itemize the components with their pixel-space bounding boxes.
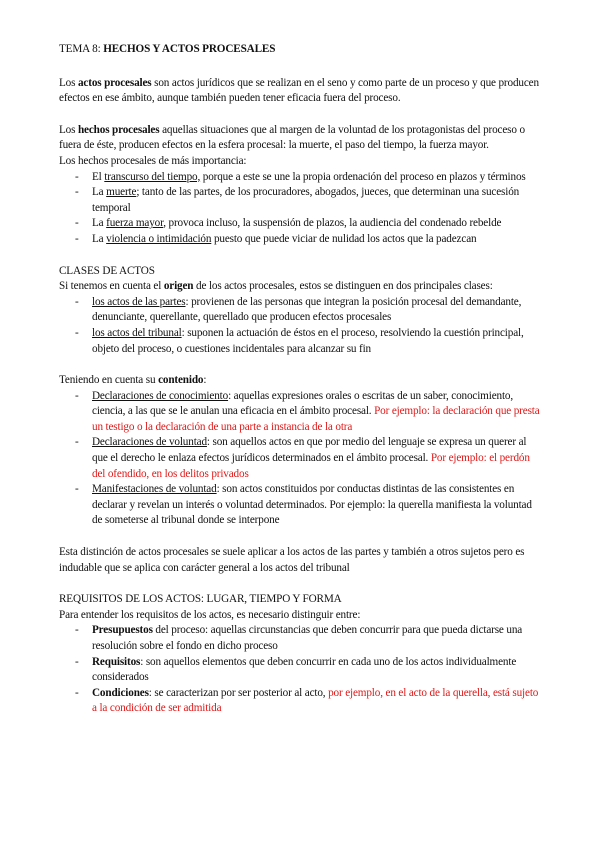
list-item: - Presupuestos del proceso: aquellas circunstancias que deben concurrir para que pueda dictarse una resolución sobre el fondo en dicho proceso <box>92 623 542 654</box>
list-item: - El transcurso del tiempo, porque a este se une la propia ordenación del proceso en plazos y términos <box>92 170 542 186</box>
list-item: - Requisitos: son aquellos elementos que deben concurrir en cada uno de los actos individualmente considerados <box>92 655 542 686</box>
contenido-intro: Teniendo en cuenta su contenido: <box>59 374 207 387</box>
title-prefix: TEMA 8: <box>59 43 104 55</box>
list-item: - Declaraciones de voluntad: son aquellos actos en que por medio del lenguaje se expresa un querer al que el derecho le enlaza efectos jurídicos determinados en el ámbito procesal. Por ejemplo: el perdón del ofendido, en los delitos privados <box>92 435 542 482</box>
section-heading-requisitos: REQUISITOS DE LOS ACTOS: LUGAR, TIEMPO Y FORMA <box>59 593 342 606</box>
actos-definition: Los actos procesales son actos jurídicos que se realizan en el seno y como parte de un proceso y que producen efectos en ese ámbito, aunque también pueden tener eficacia fuera del proceso. <box>59 76 539 105</box>
list-item: - los actos de las partes: provienen de las personas que integran la posición procesal del demandante, denunciante, querellante, querellado que producen efectos procesales <box>92 295 542 326</box>
list-item: - los actos del tribunal: suponen la actuación de éstos en el proceso, resolviendo la cuestión principal, objeto del proceso, o cuestiones incidentales para alcanzar su fin <box>92 326 542 357</box>
requisitos-list <box>59 623 542 717</box>
list-item: - La violencia o intimidación puesto que puede viciar de nulidad los actos que la padezcan <box>92 232 542 248</box>
list-item: - Condiciones: se caracterizan por ser posterior al acto, por ejemplo, en el acto de la querella, está sujeto a la condición de ser admitida <box>92 686 542 717</box>
clases-list <box>59 295 542 357</box>
section-heading-clases: CLASES DE ACTOS <box>59 264 155 277</box>
list-item: - Declaraciones de conocimiento: aquellas expresiones orales o escritas de un saber, conocimiento, ciencia, a las que se le anulan una eficacia en el ámbito procesal. Por ejemplo: la declaración que presta un testigo o la declaración de una parte a instancia de la otra <box>92 389 542 436</box>
title-bold: HECHOS Y ACTOS PROCESALES <box>103 43 276 55</box>
term-hechos-procesales: hechos procesales <box>77 123 160 136</box>
list-item: - Manifestaciones de voluntad: son actos constituidos por conductas distintas de las consistentes en declarar y revelan un interés o voluntad determinados. Por ejemplo: la querella manifiesta la voluntad de someterse al tribunal donde se interpone <box>92 482 542 529</box>
requisitos-intro: Para entender los requisitos de los actos, es necesario distinguir entre: <box>59 608 361 621</box>
distincion-paragraph: Esta distinción de actos procesales se suele aplicar a los actos de las partes y también a otros sujetos pero es indudable que se aplica con carácter general a los actos del tribunal <box>59 546 525 574</box>
contenido-list <box>59 389 542 529</box>
hechos-intro: Los hechos procesales de más importancia: <box>59 154 247 167</box>
list-item: - La muerte; tanto de las partes, de los procuradores, abogados, jueces, que determinan una sucesión temporal <box>92 185 542 216</box>
clases-intro: Si tenemos en cuenta el origen de los actos procesales, estos se distinguen en dos principales clases: <box>59 280 493 293</box>
hechos-list <box>59 170 542 248</box>
document-title <box>59 42 542 58</box>
list-item: - La fuerza mayor, provoca incluso, la suspensión de plazos, la audiencia del condenado rebelde <box>92 216 542 232</box>
term-actos-procesales: actos procesales <box>77 76 152 89</box>
hechos-definition: Los hechos procesales aquellas situaciones que al margen de la voluntad de los protagonistas del proceso o fuera de éste, producen efectos en la esfera procesal: la muerte, el paso del tiempo, la fuerza mayor. <box>59 123 525 152</box>
